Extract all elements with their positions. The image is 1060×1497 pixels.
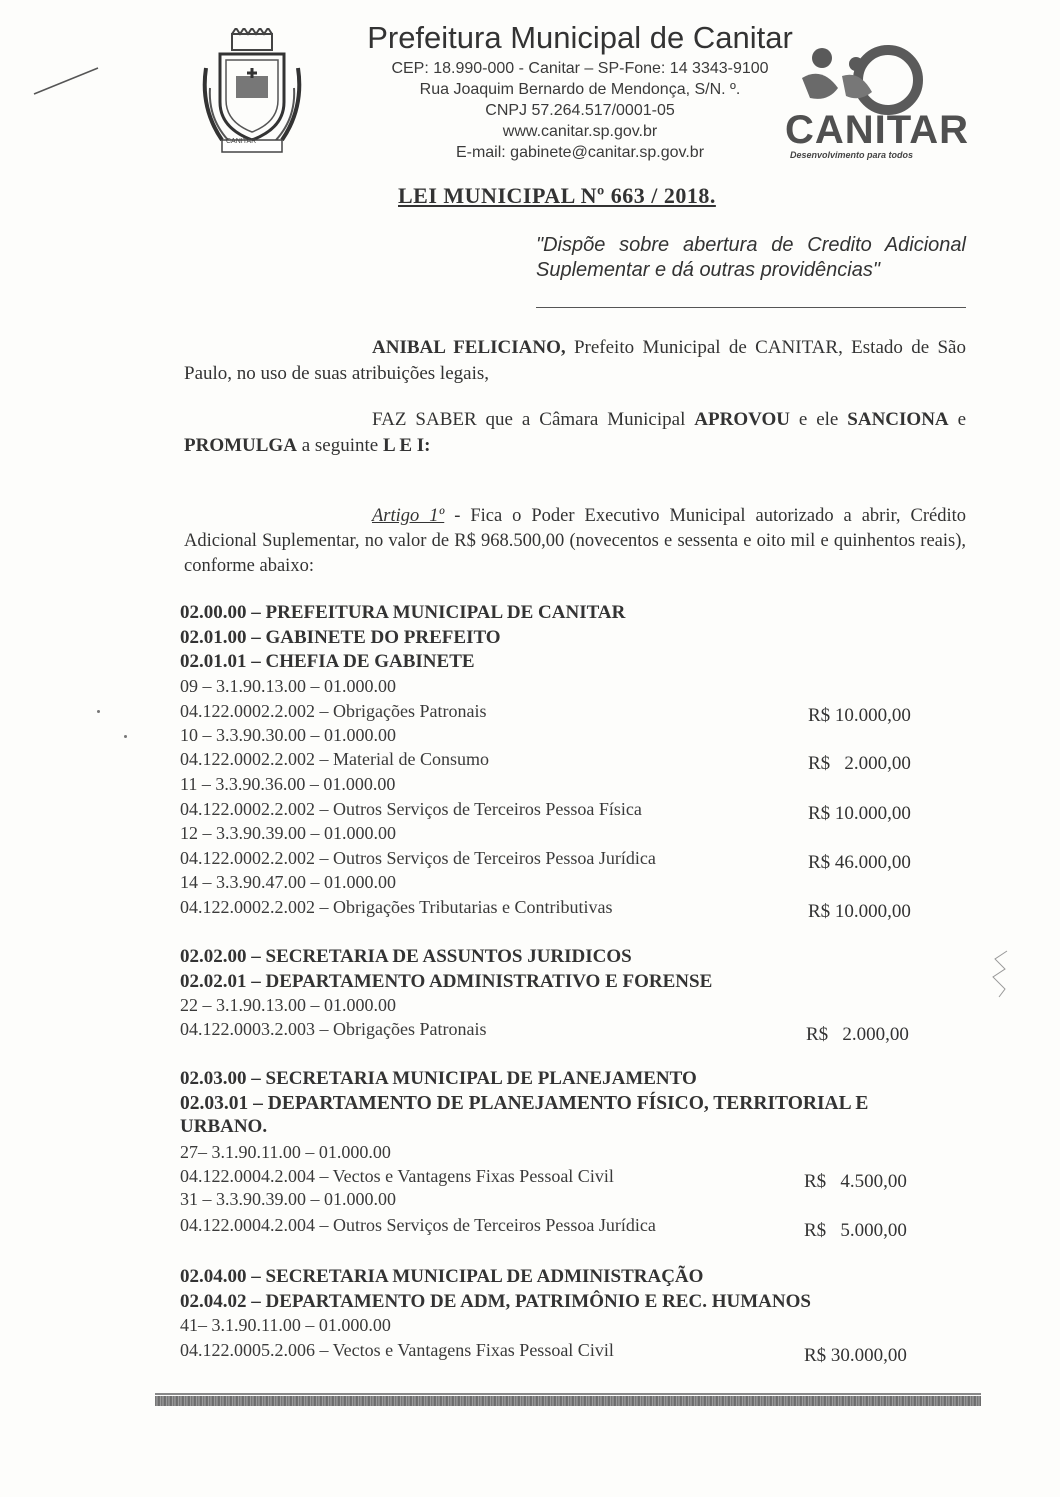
item-value: R$ 30.000,00: [804, 1345, 907, 1366]
item-code: 11 – 3.3.90.36.00 – 01.000.00: [180, 774, 396, 794]
preamble-text: Prefeito Municipal de CANITAR, Estado de São Paulo, no uso de suas atribuições legais,: [184, 337, 966, 384]
footer-rule: [155, 1393, 981, 1395]
faz-saber-text: a seguinte: [296, 435, 383, 456]
item-value: R$ 5.000,00: [804, 1220, 907, 1241]
section-heading: 02.03.00 – SECRETARIA MUNICIPAL DE PLANEJAMENTO: [180, 1068, 697, 1089]
item-desc: 04.122.0002.2.002 – Obrigações Tributarias e Contributivas: [180, 897, 613, 917]
item-value: R$ 2.000,00: [808, 753, 911, 774]
item-code: 14 – 3.3.90.47.00 – 01.000.00: [180, 872, 396, 892]
artigo-1-paragraph: [184, 504, 966, 579]
item-value: R$ 10.000,00: [808, 901, 911, 922]
item-code: 09 – 3.1.90.13.00 – 01.000.00: [180, 676, 396, 696]
item-value: R$ 4.500,00: [804, 1171, 907, 1192]
item-value: R$ 2.000,00: [806, 1024, 909, 1045]
faz-saber-sanciona: SANCIONA: [847, 409, 949, 430]
header-cep: CEP: 18.990-000 - Canitar – SP-Fone: 14 3343-9100: [391, 60, 769, 77]
header-cnpj: CNPJ 57.264.517/0001-05: [485, 102, 675, 119]
item-code: 31 – 3.3.90.39.00 – 01.000.00: [180, 1189, 396, 1209]
pen-stroke-mark: [30, 62, 102, 98]
artigo-1-label: Artigo 1º: [372, 506, 445, 526]
item-value: R$ 46.000,00: [808, 852, 911, 873]
section-heading: 02.01.01 – CHEFIA DE GABINETE: [180, 651, 475, 672]
law-title: LEI MUNICIPAL Nº 663 / 2018.: [398, 183, 716, 208]
header-address: Rua Joaquim Bernardo de Mendonça, S/N. º.: [419, 81, 741, 98]
item-desc: 04.122.0005.2.006 – Vectos e Vantagens Fixas Pessoal Civil: [180, 1340, 614, 1360]
item-code: 27– 3.1.90.11.00 – 01.000.00: [180, 1142, 391, 1162]
speck: [124, 735, 127, 738]
item-desc: 04.122.0002.2.002 – Obrigações Patronais: [180, 701, 487, 721]
item-desc: 04.122.0004.2.004 – Vectos e Vantagens Fixas Pessoal Civil: [180, 1166, 614, 1186]
footer-band: [155, 1396, 981, 1406]
section-heading: 02.03.01 – DEPARTAMENTO DE PLANEJAMENTO FÍSICO, TERRITORIAL E: [180, 1093, 869, 1114]
item-desc: 04.122.0002.2.002 – Outros Serviços de Terceiros Pessoa Física: [180, 799, 642, 819]
header-title: Prefeitura Municipal de Canitar: [367, 20, 793, 55]
faz-saber-aprovou: APROVOU: [694, 409, 790, 430]
item-code: 41– 3.1.90.11.00 – 01.000.00: [180, 1315, 391, 1335]
mayor-name: ANIBAL FELICIANO,: [372, 337, 566, 358]
faz-saber-lei: L E I:: [382, 435, 431, 456]
item-code: 22 – 3.1.90.13.00 – 01.000.00: [180, 995, 396, 1015]
faz-saber-paragraph: [184, 407, 966, 459]
section-heading: 02.02.01 – DEPARTAMENTO ADMINISTRATIVO E FORENSE: [180, 971, 713, 992]
header-website: www.canitar.sp.gov.br: [502, 123, 658, 140]
logo-wordmark: CANITAR: [785, 108, 970, 152]
section-heading: 02.00.00 – PREFEITURA MUNICIPAL DE CANITAR: [180, 602, 626, 623]
item-value: R$ 10.000,00: [808, 803, 911, 824]
law-ementa: "Dispõe sobre abertura de Credito Adicional Suplementar e dá outras providências": [536, 234, 966, 281]
faz-saber-text: e ele: [789, 409, 848, 430]
header-email: E-mail: gabinete@canitar.sp.gov.br: [455, 144, 705, 161]
section-heading: 02.01.00 – GABINETE DO PREFEITO: [180, 627, 501, 648]
item-desc: 04.122.0002.2.002 – Outros Serviços de Terceiros Pessoa Jurídica: [180, 848, 656, 868]
item-desc: 04.122.0002.2.002 – Material de Consumo: [180, 749, 489, 769]
scan-mark: [985, 945, 1015, 1005]
logo-tagline: Desenvolvimento para todos: [790, 150, 914, 160]
faz-saber-promulga: PROMULGA: [184, 435, 297, 456]
faz-saber-text: FAZ SABER que a Câmara Municipal: [372, 409, 695, 430]
speck: [97, 710, 100, 713]
item-desc: 04.122.0004.2.004 – Outros Serviços de Terceiros Pessoa Jurídica: [180, 1215, 656, 1235]
preamble-paragraph: [184, 335, 966, 387]
faz-saber-text: e: [948, 409, 967, 430]
item-desc: 04.122.0003.2.003 – Obrigações Patronais: [180, 1019, 487, 1039]
section-heading: 02.04.00 – SECRETARIA MUNICIPAL DE ADMINISTRAÇÃO: [180, 1266, 704, 1287]
section-heading: URBANO.: [180, 1116, 268, 1137]
item-code: 10 – 3.3.90.30.00 – 01.000.00: [180, 725, 396, 745]
section-heading: 02.04.02 – DEPARTAMENTO DE ADM, PATRIMÔNIO E REC. HUMANOS: [180, 1291, 811, 1312]
item-value: R$ 10.000,00: [808, 705, 911, 726]
coat-of-arms-label: CANITAR: [226, 138, 257, 145]
item-code: 12 – 3.3.90.39.00 – 01.000.00: [180, 823, 396, 843]
section-heading: 02.02.00 – SECRETARIA DE ASSUNTOS JURIDICOS: [180, 946, 632, 967]
artigo-1-text: - Fica o Poder Executivo Municipal autorizado a abrir, Crédito Adicional Suplementar, no valor de R$ 968.500,00 (novecentos e sessenta e oito mil e quinhentos reais), conforme abaixo:: [184, 506, 966, 576]
ementa-divider: [536, 307, 966, 308]
